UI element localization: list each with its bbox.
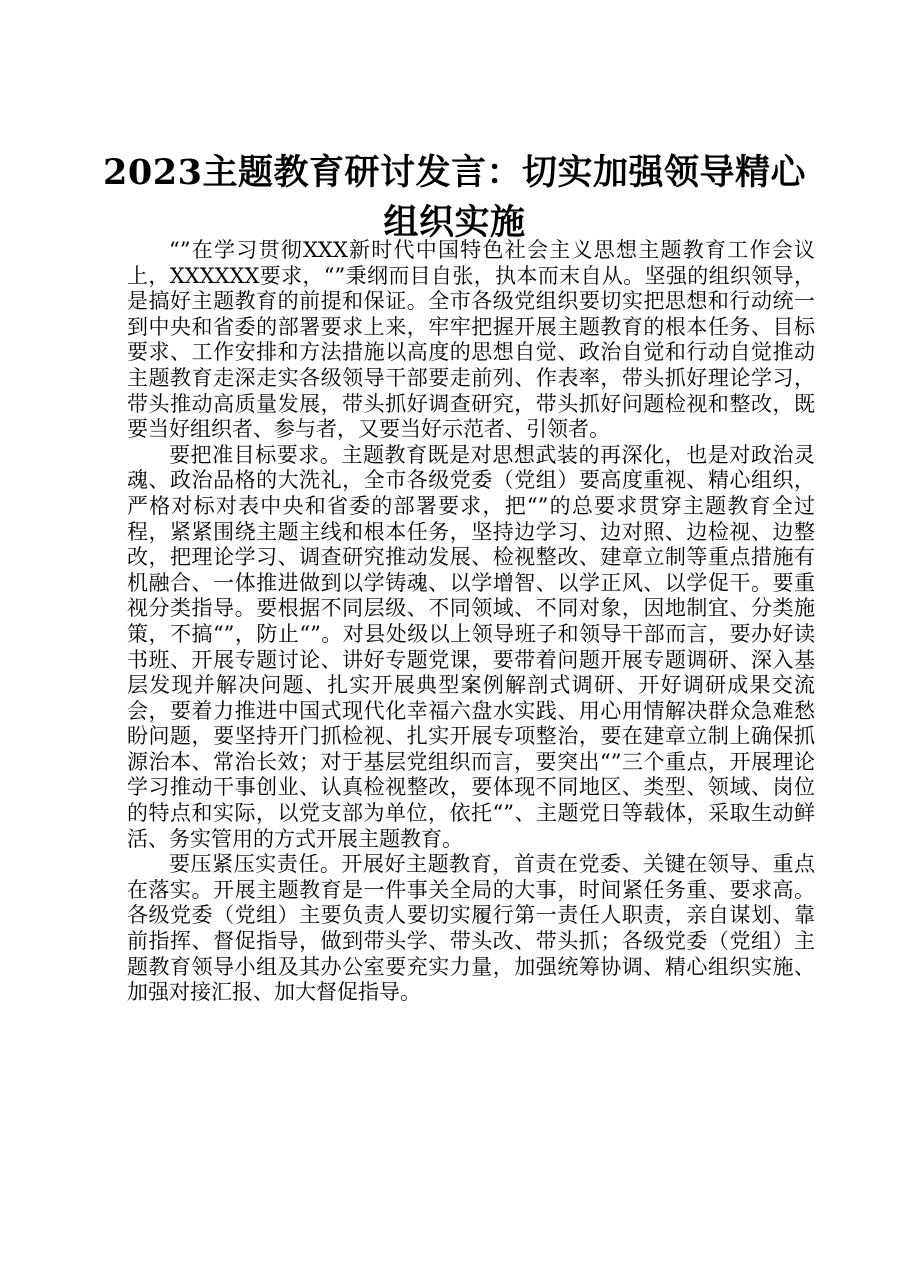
paragraph: 要压紧压实责任。开展好主题教育，首责在党委、关键在领导、重点在落实。开展主题教育是一件事关全局的大事，时间紧任务重、要求高。各级党委（党组）主要负责人要切实履行第一责任人职责，亲自谋划、靠前指挥、督促指导，做到带头学、带头改、带头抓；各级党委（党组）主题教育领导小组及其办公室要充实力量，加强统筹协调、精心组织实施、加强对接汇报、加大督促指导。 <box>127 852 815 1005</box>
document-title: 2023主题教育研讨发言：切实加强领导精心组织实施 <box>103 152 806 243</box>
document-body <box>127 238 815 1006</box>
paragraph: “”在学习贯彻XXX新时代中国特色社会主义思想主题教育工作会议上，XXXXXX要求，“”秉纲而目自张，执本而末自从。坚强的组织领导，是搞好主题教育的前提和保证。全市各级党组织要切实把思想和行动统一到中央和省委的部署要求上来，牢牢把握开展主题教育的根本任务、目标要求、工作安排和方法措施以高度的思想自觉、政治自觉和行动自觉推动主题教育走深走实各级领导干部要走前列、作表率，带头抓好理论学习，带头推动高质量发展，带头抓好调查研究，带头抓好问题检视和整改，既要当好组织者、参与者，又要当好示范者、引领者。 <box>127 238 815 442</box>
paragraph: 要把准目标要求。主题教育既是对思想武装的再深化，也是对政治灵魂、政治品格的大洗礼，全市各级党委（党组）要高度重视、精心组织，严格对标对表中央和省委的部署要求，把“”的总要求贯穿主题教育全过程，紧紧围绕主题主线和根本任务，坚持边学习、边对照、边检视、边整改，把理论学习、调查研究推动发展、检视整改、建章立制等重点措施有机融合、一体推进做到以学铸魂、以学增智、以学正风、以学促干。要重视分类指导。要根据不同层级、不同领域、不同对象，因地制宜、分类施策，不搞“”，防止“”。对县处级以上领导班子和领导干部而言，要办好读书班、开展专题讨论、讲好专题党课，要带着问题开展专题调研、深入基层发现并解决问题、扎实开展典型案例解剖式调研、开好调研成果交流会，要着力推进中国式现代化幸福六盘水实践、用心用情解决群众急难愁盼问题，要坚持开门抓检视、扎实开展专项整治，要在建章立制上确保抓源治本、常治长效；对于基层党组织而言，要突出“”三个重点，开展理论学习推动干事创业、认真检视整改，要体现不同地区、类型、领域、岗位的特点和实际，以党支部为单位，依托“”、主题党日等载体，采取生动鲜活、务实管用的方式开展主题教育。 <box>127 442 815 851</box>
